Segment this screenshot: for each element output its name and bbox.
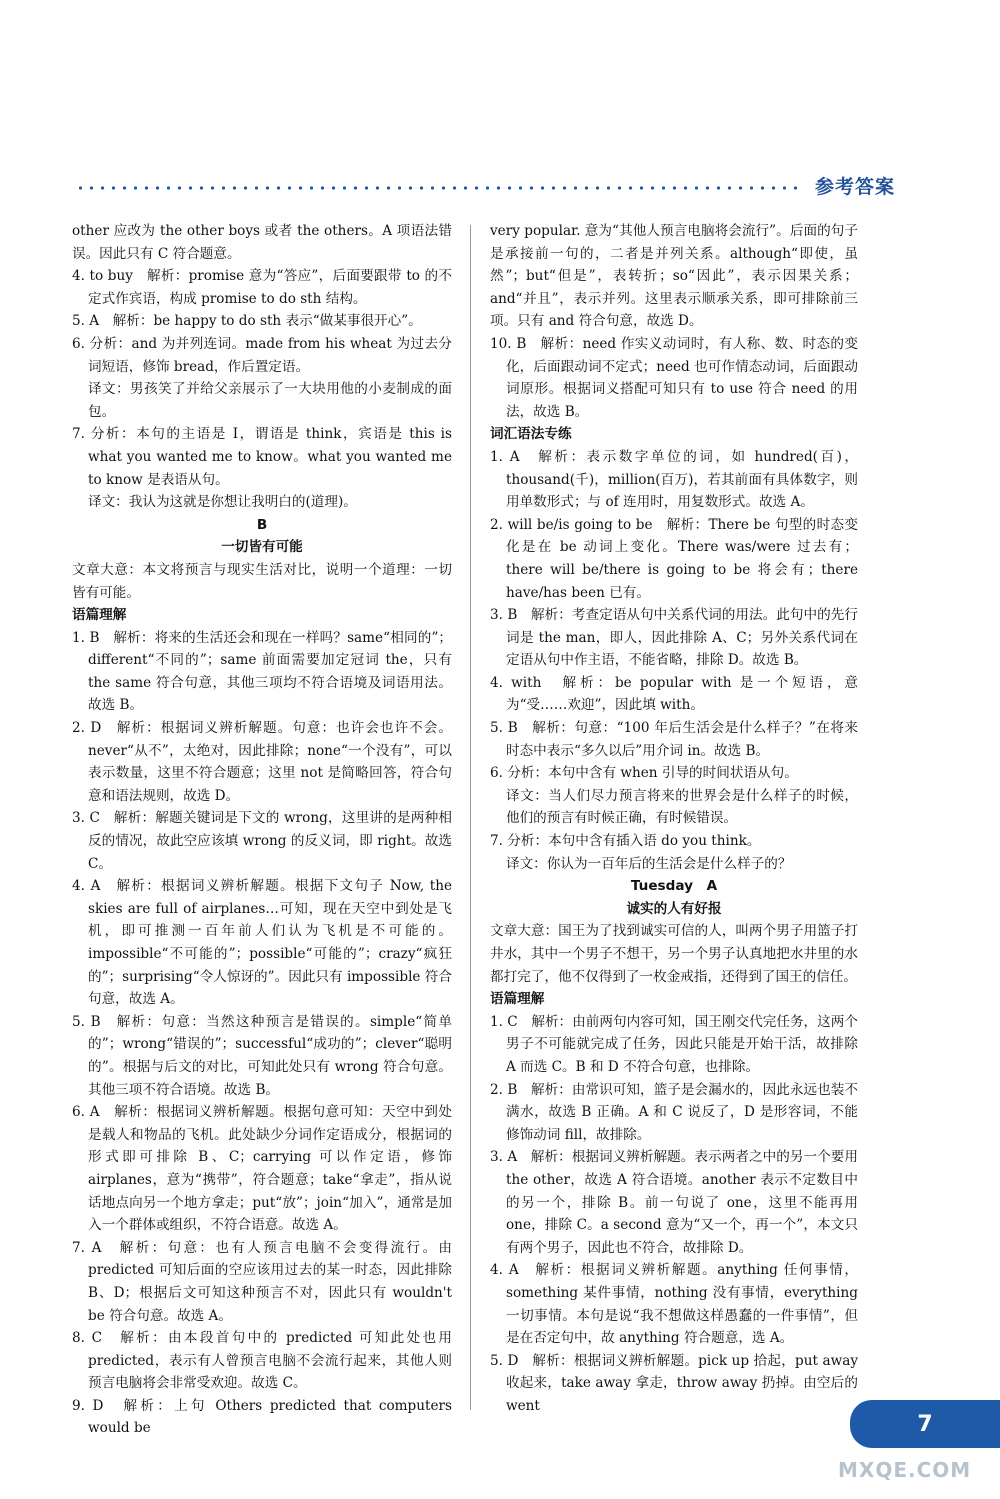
answer-paragraph: 文章大意：本文将预言与现实生活对比，说明一个道理：一切皆有可能。: [72, 561, 452, 601]
answer-paragraph: 译文：你认为一百年后的生活会是什么样子的？: [506, 855, 792, 872]
answer-paragraph: 5. D 解析：根据词义辨析解题。pick up 拾起，put away 收起来，take away 拿走，throw away 扔掉。由空后的 went: [490, 1352, 858, 1414]
answer-paragraph: 5. B 解析：句意：“100 年后生活会是什么样子？”在将来时态中表示“多久以后”用介词 in。故选 B。: [490, 720, 858, 759]
answer-paragraph: very popular. 意为“其他人预言电脑将会流行”。后面的句子是承接前一句的，二者是并列关系。although“即使，虽然”；but“但是”，表转折；so“因此”，表示因果关系；and“并且”，表示并列。这里表示顺承关系，即可排除前三项。只有 and 符合句意，故选 D。: [490, 223, 858, 330]
answer-paragraph: other 应改为 the other boys 或者 the others。A 项语法错误。因此只有 C 符合题意。: [72, 223, 452, 262]
answer-paragraph: 8. C 解析：由本段首句中的 predicted 可知此处也用 predicted，表示有人曾预言电脑不会流行起来，其他人则预言电脑将会非常受欢迎。故选 C。: [72, 1330, 452, 1392]
answer-paragraph: 5. A 解析：be happy to do sth 表示“做某事很开心”。: [72, 313, 422, 330]
answer-paragraph: 3. B 解析：考查定语从句中关系代词的用法。此句中的先行词是 the man，即人，因此排除 A、C；另外关系代词在定语从句中作主语，不能省略，排除 D。故选 B。: [490, 607, 858, 669]
section-heading: 语篇理解: [72, 607, 127, 624]
watermark-logo: MXQE.COM: [838, 1458, 972, 1482]
column-divider: [470, 225, 471, 1410]
answer-paragraph: 译文：当人们尽力预言将来的世界会是什么样子的时候，他们的预言有时候正确，有时候错误。: [506, 787, 858, 827]
answer-paragraph: 2. will be/is going to be 解析：There be 句型的时态变化是在 be 动词上变化。There was/were 过去有；there will be/there is going to be 将会有；there have/has been 已有。: [490, 516, 858, 601]
answer-paragraph: 7. 分析：本句的主语是 I，谓语是 think，宾语是 this is what you wanted me to know。what you wanted me to know 是表语从句。: [72, 426, 452, 488]
article-heading: 诚实的人有好报: [626, 900, 722, 917]
answer-paragraph: 译文：我认为这就是你想让我明白的(道理)。: [88, 494, 357, 511]
answer-paragraph: 4. to buy 解析：promise 意为“答应”，后面要跟带 to 的不定式作宾语，构成 promise to do sth 结构。: [72, 268, 452, 307]
answer-paragraph: 9. D 解析：上句 Others predicted that computers would be: [72, 1397, 452, 1437]
answer-paragraph: 2. B 解析：由常识可知，篮子是会漏水的，因此永远也装不满水，故选 B 正确。A 和 C 说反了，D 是形容词，不能修饰动词 fill，故排除。: [490, 1081, 858, 1143]
answer-paragraph: 7. A 解析：句意：也有人预言电脑不会变得流行。由 predicted 可知后面的空应该用过去的某一时态，因此排除 B、D；根据后文可知这种预言不对，因此只有 wouldn't be 符合句意。故选 A。: [72, 1239, 452, 1324]
answer-paragraph: 5. B 解析：句意：当然这种预言是错误的。simple“简单的”；wrong“错误的”；successful“成功的”；clever“聪明的”。根据与后文的对比，可知此处只有 wrong 符合句意。其他三项不符合语境。故选 B。: [72, 1013, 452, 1098]
answer-paragraph: 2. D 解析：根据词义辨析解题。句意：也许会也许不会。never“从不”，太绝对，因此排除；none“一个没有”，可以表示数量，这里不符合题意；这里 not 是简略回答，符合句意和语法规则，故选 D。: [72, 720, 452, 804]
answer-paragraph: 4. with 解析：be popular with 是一个短语，意为“受……欢迎”，因此填 with。: [490, 674, 858, 714]
header-dotted-rule: [75, 185, 805, 191]
page-header-title: 参考答案: [815, 176, 896, 198]
answer-paragraph: 3. C 解析：解题关键词是下文的 wrong，这里讲的是两种相反的情况，故此空应该填 wrong 的反义词，即 right。故选 C。: [72, 810, 452, 872]
answer-paragraph: 4. A 解析：根据词义辨析解题。anything 任何事情，something 某件事情，nothing 没有事情，everything 一切事情。本句是说“我不想做这样愚蠢的一件事情”，但是在否定句中，故 anything 符合题意，选 A。: [490, 1262, 858, 1347]
answer-paragraph: 1. B 解析：将来的生活还会和现在一样吗？same“相同的”；different“不同的”；same 前面需要加定冠词 the，只有 the same 符合句意，其他三项均不符合语境及词语用法。故选 B。: [72, 629, 452, 714]
article-heading: Tuesday A: [630, 878, 718, 895]
answer-paragraph: 6. 分析：and 为并列连词。made from his wheat 为过去分词短语，修饰 bread，作后置定语。: [72, 335, 452, 375]
right-column: [490, 220, 858, 1417]
answer-paragraph: 6. 分析：本句中含有 when 引导的时间状语从句。: [490, 765, 798, 782]
answer-paragraph: 6. A 解析：根据词义辨析解题。根据句意可知：天空中到处是载人和物品的飞机。此处缺少分词作定语成分，根据词的形式即可排除 B、C；carrying 可以作定语，修饰 airplanes，意为“携带”，符合题意；take“拿走”，指从说话地点向另一个地方拿走；put“放”；join“加入”，通常是加入一个群体或组织，不符合语意。故选 A。: [72, 1104, 452, 1234]
answer-paragraph: 文章大意：国王为了找到诚实可信的人，叫两个男子用篮子打井水，其中一个男子不想干，另一个男子认真地把水井里的水都打完了，他不仅得到了一枚金戒指，还得到了国王的信任。: [490, 923, 858, 985]
section-heading: 语篇理解: [490, 991, 545, 1008]
answer-paragraph: 译文：男孩笑了并给父亲展示了一大块用他的小麦制成的面包。: [88, 381, 452, 420]
answer-paragraph: 1. C 解析：由前两句内容可知，国王刚交代完任务，这两个男子不可能就完成了任务，因此只能是开始干活，故排除 A 而选 C。B 和 D 不符合句意，也排除。: [490, 1013, 858, 1075]
article-heading: 一切皆有可能: [221, 539, 303, 556]
page-number-badge: 7: [850, 1400, 1000, 1448]
section-heading: 词汇语法专练: [490, 426, 572, 443]
article-heading: B: [256, 516, 268, 533]
answer-paragraph: 10. B 解析：need 作实义动词时，有人称、数、时态的变化，后面跟动词不定式；need 也可作情态动词，后面跟动词原形。根据词义搭配可知只有 to use 符合 need 的用法，故选 B。: [490, 335, 858, 420]
answer-paragraph: 1. A 解析：表示数字单位的词，如 hundred(百)，thousand(千)，million(百万)，若其前面有具体数字，则用单数形式；与 of 连用时，用复数形式。故选 A。: [490, 448, 858, 511]
answer-paragraph: 7. 分析：本句中含有插入语 do you think。: [490, 833, 761, 850]
answer-paragraph: 3. A 解析：根据词义辨析解题。表示两者之中的另一个要用 the other，故选 A 符合语境。another 表示不定数目中的另一个，排除 B。前一句说了 one，这里不能再用 one，排除 C。a second 意为“又一个，再一个”，本文只有两个男子，因此也不符合，故排除 D。: [490, 1149, 858, 1256]
answer-paragraph: 4. A 解析：根据词义辨析解题。根据下文句子 Now, the skies are full of airplanes…可知，现在天空中到处是飞机，即可推测一百年前人们认为飞机是不可能的。impossible“不可能的”；possible“可能的”；crazy“疯狂的”；surprising“令人惊讶的”。因此只有 impossible 符合句意，故选 A。: [72, 878, 452, 1008]
left-column: [72, 220, 452, 1440]
